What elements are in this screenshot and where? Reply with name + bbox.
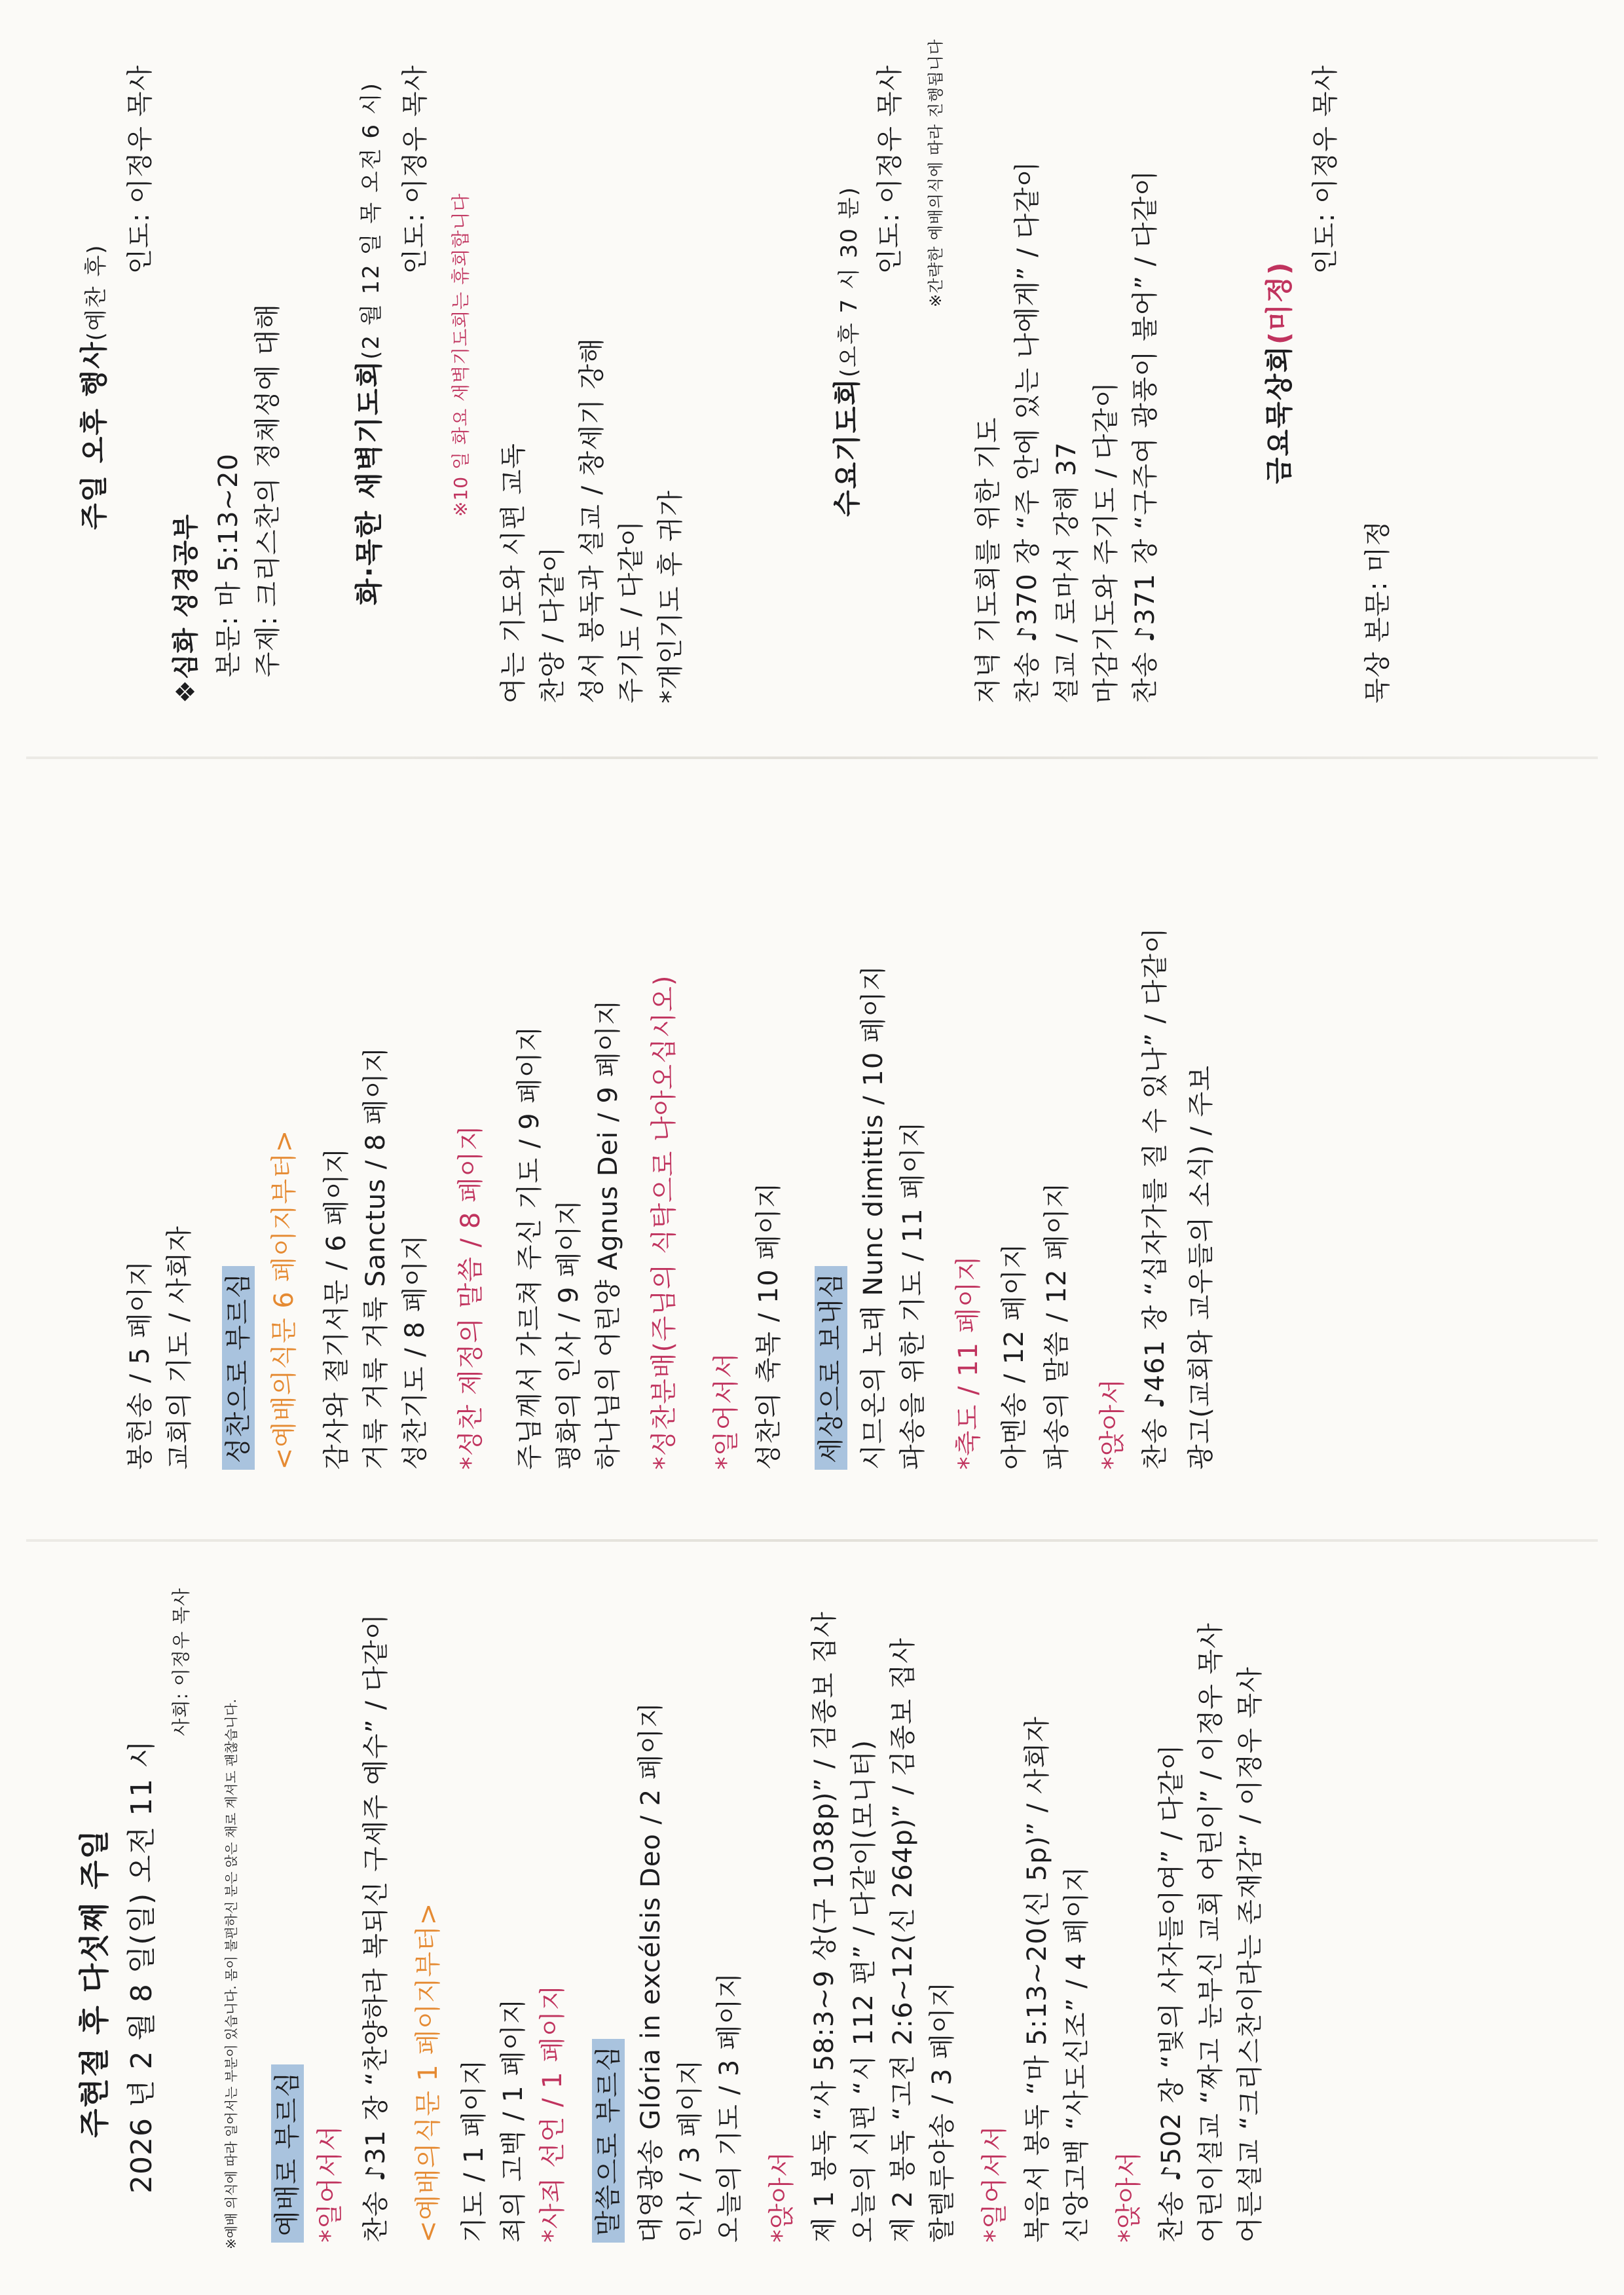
creed-line: 신앙고백 “사도신조” / 4 페이지 bbox=[1061, 1865, 1092, 2243]
wednesday-order-item: 마감기도와 주기도 / 다같이 bbox=[1091, 381, 1121, 703]
absolution-line: *사죄 선언 / 1 페이지 bbox=[538, 1984, 568, 2243]
standing-note: ※예배 의식에 따라 일어서는 부분이 있습니다. 몸이 불편하신 분은 앉은 채로 계셔도 괜찮습니다. bbox=[223, 1699, 239, 2249]
children-sermon: 어린이설교 “짜고 눈부신 교회 어린이” / 이정우 목사 bbox=[1196, 1622, 1226, 2243]
hymn-line: 찬송 ♪461 장 “십자가를 질 수 있나” / 다같이 bbox=[1140, 927, 1170, 1470]
section-word: 말씀으로 부르심 bbox=[592, 2039, 625, 2243]
dawn-order-item: *개인기도 후 귀가 bbox=[655, 490, 686, 703]
afternoon-leader: 인도: 이정우 목사 bbox=[125, 65, 155, 274]
greeting-line: 인사 / 3 페이지 bbox=[675, 2059, 705, 2243]
sending-word-line: 파송의 말씀 / 12 페이지 bbox=[1042, 1182, 1072, 1470]
dawn-prayer-leader: 인도: 이정우 목사 bbox=[400, 65, 430, 274]
sit-instruction: *앉아서 bbox=[1114, 2151, 1144, 2243]
wednesday-order-item: 설교 / 로마서 강해 37 bbox=[1052, 441, 1082, 703]
dawn-order-item: 주기도 / 다같이 bbox=[616, 520, 646, 703]
friday-meditation-text: 묵상 본문: 미정 bbox=[1363, 520, 1393, 703]
peace-line: 평화의 인사 / 9 페이지 bbox=[554, 1199, 584, 1470]
agnus-dei-line: 하나님의 어린양 Agnus Dei / 9 페이지 bbox=[593, 999, 623, 1470]
dawn-prayer-subtitle: (2 월 12 일 목 오전 6 시) bbox=[358, 82, 384, 360]
section-sending: 세상으로 보내심 bbox=[815, 1266, 847, 1470]
preface-line: 감사와 절기서문 / 6 페이지 bbox=[322, 1147, 352, 1470]
eucharist-prayer-line: 성찬기도 / 8 페이지 bbox=[400, 1234, 430, 1470]
announcement-line: 광고(교회와 교우들의 소식) / 주보 bbox=[1186, 1065, 1216, 1470]
church-prayer-line: 교회의 기도 / 사회자 bbox=[164, 1225, 194, 1470]
gloria-line: 대영광송 Glória in excélsis Deo / 2 페이지 bbox=[636, 1702, 666, 2243]
institution-line: *성찬 제정의 말씀 / 8 페이지 bbox=[456, 1125, 486, 1470]
gospel-reading: 복음서 봉독 “마 5:13~20(신 5p)” / 사회자 bbox=[1022, 1716, 1052, 2243]
second-reading: 제 2 봉독 “고전 2:6~12(신 264p)” / 김종보 집사 bbox=[888, 1637, 918, 2243]
wednesday-order-item: 찬송 ♪371 장 “구주여 광풍이 불어” / 다같이 bbox=[1130, 170, 1160, 703]
friday-meditation-subtitle: (미정) bbox=[1263, 261, 1295, 345]
stand-instruction: *일어서서 bbox=[315, 2125, 345, 2243]
sit-instruction: *앉아서 bbox=[1098, 1378, 1128, 1470]
presider: 사회: 이정우 목사 bbox=[170, 1588, 192, 1736]
offering-line: 봉헌송 / 5 페이지 bbox=[125, 1260, 155, 1470]
liturgy-ref: <예배의식문 6 페이지부터> bbox=[269, 1129, 299, 1470]
wednesday-prayer-leader: 인도: 이정우 목사 bbox=[875, 65, 905, 274]
alleluia-line: 할렐루야송 / 3 페이지 bbox=[927, 1981, 957, 2243]
wednesday-order-item: 저녁 기도회를 위한 기도 bbox=[973, 417, 1003, 703]
hymn-line: 찬송 ♪31 장 “찬양하라 복되신 구세주 예수” / 다같이 bbox=[361, 1613, 391, 2243]
section-worship: 예배로 부르심 bbox=[271, 2064, 304, 2243]
dawn-order-item: 찬양 / 다같이 bbox=[538, 546, 568, 703]
wednesday-prayer-note: ※간략한 예배의식에 따라 진행됩니다 bbox=[927, 39, 945, 307]
afternoon-subtitle: (예찬 후) bbox=[83, 244, 109, 341]
sending-prayer-line: 파송을 위한 기도 / 11 페이지 bbox=[898, 1121, 928, 1470]
afternoon-title: 주일 오후 행사 bbox=[78, 341, 110, 530]
service-date: 2026 년 2 월 8 일(일) 오전 11 시 bbox=[125, 1740, 158, 2193]
first-reading: 제 1 봉독 “사 58:3~9 상(구 1038p)” / 김종보 집사 bbox=[809, 1611, 840, 2243]
bible-study-title: ❖심화 성경공부 bbox=[171, 513, 201, 703]
bible-study-text: 본문: 마 5:13~20 bbox=[213, 453, 244, 677]
wednesday-order-item: 찬송 ♪370 장 “주 안에 있는 나에게” / 다같이 bbox=[1012, 160, 1043, 703]
friday-meditation-leader: 인도: 이정우 목사 bbox=[1310, 65, 1340, 274]
wednesday-prayer-subtitle: (오후 7 시 30 분) bbox=[836, 186, 862, 378]
sanctus-line: 거룩 거룩 거룩 Sanctus / 8 페이지 bbox=[361, 1046, 391, 1470]
liturgy-ref: <예배의식문 1 페이지부터> bbox=[413, 1902, 443, 2243]
benediction-line: *축도 / 11 페이지 bbox=[953, 1255, 984, 1470]
lords-prayer-line: 주님께서 가르쳐 주신 기도 / 9 페이지 bbox=[515, 1025, 545, 1470]
nunc-dimittis-line: 시므온의 노래 Nunc dimittis / 10 페이지 bbox=[858, 965, 889, 1470]
dawn-order-item: 여는 기도와 시편 교독 bbox=[498, 443, 528, 703]
prayer-line: 기도 / 1 페이지 bbox=[459, 2059, 489, 2243]
dawn-order-item: 성서 봉독과 설교 / 창세기 강해 bbox=[577, 337, 607, 703]
friday-meditation-title: 금요묵상회 bbox=[1263, 345, 1295, 484]
blessing-line: 성찬의 축복 / 10 페이지 bbox=[754, 1182, 784, 1470]
adult-sermon: 어른설교 “크리스찬이라는 존재감” / 이정우 목사 bbox=[1235, 1666, 1265, 2243]
section-sacrament: 성찬으로 부르심 bbox=[222, 1266, 255, 1470]
panel-weekly-events bbox=[0, 0, 1624, 759]
dawn-prayer-title: 화·목한 새벽기도회 bbox=[353, 359, 385, 605]
distribution-line: *성찬분배(주님의 식탁으로 나아오십시오) bbox=[649, 975, 679, 1470]
sit-instruction: *앉아서 bbox=[767, 2151, 797, 2243]
confession-line: 죄의 고백 / 1 페이지 bbox=[498, 1998, 528, 2243]
hymn-line: 찬송 ♪502 장 “빛의 사자들이여” / 다같이 bbox=[1156, 1744, 1187, 2243]
wednesday-prayer-title: 수요기도회 bbox=[831, 377, 863, 517]
dawn-prayer-note: ※10 일 화요 새벽기도회는 휴회합니다 bbox=[450, 193, 471, 517]
bible-study-theme: 주제: 크리스찬의 정체성에 대해 bbox=[253, 303, 283, 677]
todays-prayer-line: 오늘의 기도 / 3 페이지 bbox=[714, 1972, 745, 2243]
stand-instruction: *일어서서 bbox=[980, 2125, 1010, 2243]
amen-line: 아멘송 / 12 페이지 bbox=[999, 1242, 1029, 1470]
stand-instruction: *일어서서 bbox=[711, 1352, 741, 1470]
psalm-line: 오늘의 시편 “시 112 편” / 다같이(모니터) bbox=[849, 1739, 879, 2243]
service-title: 주현절 후 다섯째 주일 bbox=[77, 1829, 112, 2138]
panel-order-of-worship-2 bbox=[0, 759, 1624, 1542]
panel-order-of-worship-1 bbox=[0, 1542, 1624, 2295]
